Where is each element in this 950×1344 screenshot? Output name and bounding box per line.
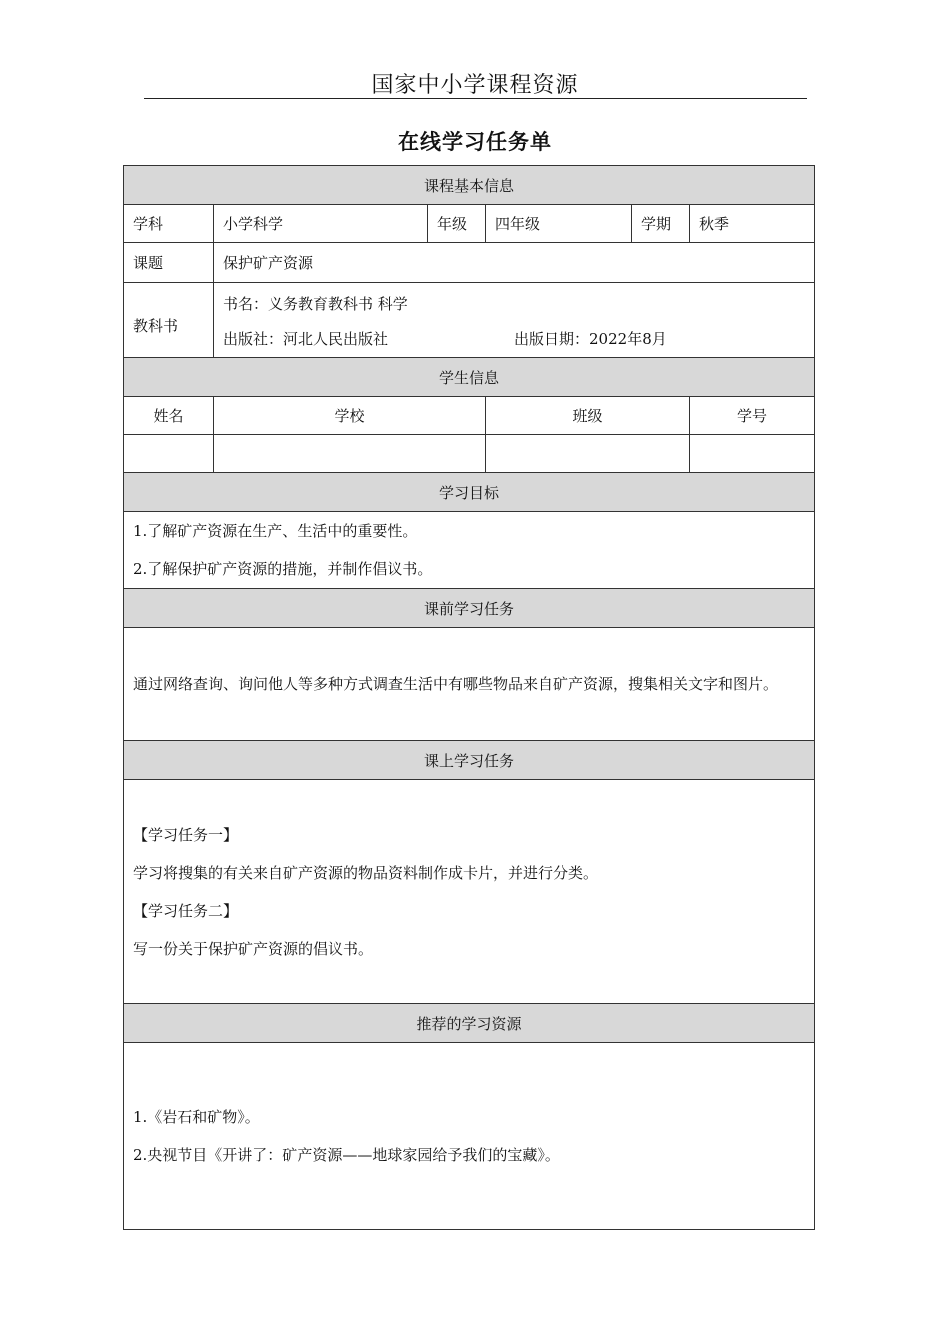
resources-header: 推荐的学习资源 — [124, 1004, 815, 1043]
task-two-title: 【学习任务二】 — [133, 901, 239, 920]
document-title: 在线学习任务单 — [398, 129, 552, 154]
topic-value: 保护矿产资源 — [214, 243, 815, 283]
task-one-title: 【学习任务一】 — [133, 825, 239, 844]
student-name-header: 姓名 — [124, 397, 214, 435]
resource-item: 1.《岩石和矿物》。 — [133, 1108, 260, 1126]
subject-label: 学科 — [124, 205, 214, 243]
student-id-cell[interactable] — [690, 435, 815, 473]
resource-item: 2.央视节目《开讲了：矿产资源——地球家园给予我们的宝藏》。 — [133, 1146, 560, 1164]
pre-class-content — [124, 628, 815, 741]
topic-label: 课题 — [124, 243, 214, 283]
in-class-header: 课上学习任务 — [124, 741, 815, 780]
student-info-header: 学生信息 — [124, 358, 815, 397]
publisher-line — [223, 320, 805, 357]
textbook-details — [214, 283, 815, 358]
pre-class-text: 通过网络查询、询问他人等多种方式调查生活中有哪些物品来自矿产资源，搜集相关文字和图片。 — [133, 675, 779, 693]
student-id-header: 学号 — [690, 397, 815, 435]
task-one-text: 学习将搜集的有关来自矿产资源的物品资料制作成卡片，并进行分类。 — [133, 863, 599, 882]
subject-value: 小学科学 — [214, 205, 428, 243]
objective-item: 1.了解矿产资源在生产、生活中的重要性。 — [133, 522, 418, 540]
task-two-text: 写一份关于保护矿产资源的倡议书。 — [133, 939, 374, 958]
publisher: 出版社：河北人民出版社 — [223, 330, 389, 348]
grade-label: 年级 — [428, 205, 486, 243]
student-class-header: 班级 — [486, 397, 690, 435]
term-value: 秋季 — [690, 205, 815, 243]
student-school-header: 学校 — [214, 397, 486, 435]
task-sheet-table — [123, 165, 815, 1230]
student-name-cell[interactable] — [124, 435, 214, 473]
student-school-cell[interactable] — [214, 435, 486, 473]
pre-class-header: 课前学习任务 — [124, 589, 815, 628]
resources-content — [124, 1043, 815, 1230]
header-title: 国家中小学课程资源 — [371, 73, 579, 98]
textbook-label: 教科书 — [124, 283, 214, 358]
in-class-content — [124, 780, 815, 1004]
objectives-header: 学习目标 — [124, 473, 815, 512]
grade-value: 四年级 — [486, 205, 632, 243]
term-label: 学期 — [632, 205, 690, 243]
objectives-content — [124, 512, 815, 589]
course-info-header: 课程基本信息 — [124, 166, 815, 205]
student-class-cell[interactable] — [486, 435, 690, 473]
publication-date: 出版日期：2022年8月 — [514, 330, 667, 348]
header-rule — [144, 98, 807, 99]
textbook-name: 书名：义务教育教科书 科学 — [223, 295, 408, 313]
objective-item: 2.了解保护矿产资源的措施，并制作倡议书。 — [133, 560, 433, 578]
